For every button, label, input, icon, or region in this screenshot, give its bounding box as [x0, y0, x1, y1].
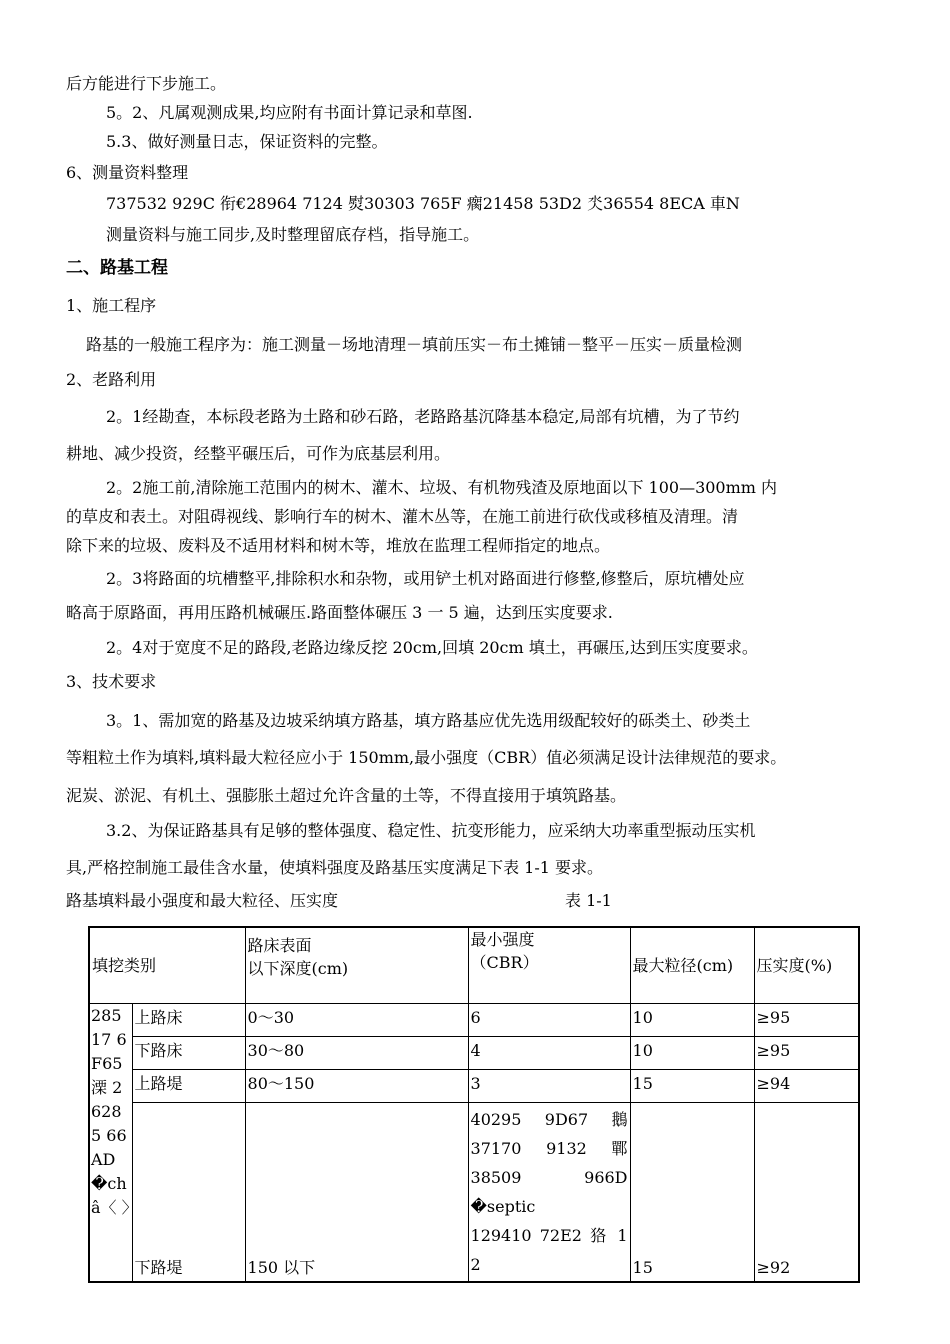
para-line: 泥炭、淤泥、有机土、强膨胀土超过允许含量的土等，不得直接用于填筑路基。	[66, 786, 627, 805]
section-heading: 6、测量资料整理	[66, 163, 189, 182]
table-cell: 上路堤	[132, 1069, 245, 1102]
table-cell: 下路堤	[132, 1102, 245, 1282]
para-line: 2。3将路面的坑槽整平,排除积水和杂物，或用铲土机对路面进行修整,修整后，原坑槽处应	[106, 569, 745, 588]
para-line: 具,严格控制施工最佳含水量，使填料强度及路基压实度满足下表 1-1 要求。	[66, 858, 604, 877]
table-caption: 路基填料最小强度和最大粒径、压实度	[66, 891, 339, 910]
para-line: 测量资料与施工同步,及时整理留底存档，指导施工。	[106, 225, 480, 244]
header-category: 填挖类别	[89, 927, 245, 1003]
para-line: 耕地、减少投资，经整平碾压后，可作为底基层利用。	[66, 444, 451, 463]
para-line: 3.2、为保证路基具有足够的整体强度、稳定性、抗变形能力，应采纳大功率重型振动压实机	[106, 821, 756, 840]
para-line: 路基的一般施工程序为：施工测量－场地清理－填前压实－布土摊铺－整平－压实－质量检测	[86, 335, 743, 354]
table-cell: 上路床	[132, 1003, 245, 1036]
header-max-size: 最大粒径(cm)	[630, 927, 754, 1003]
para-line: 除下来的垃圾、废料及不适用材料和树木等，堆放在监理工程师指定的地点。	[66, 536, 611, 555]
para-line: 的草皮和表土。对阻碍视线、影响行车的树木、灌木丛等，在施工前进行砍伐或移植及清理。清	[66, 507, 739, 526]
table-cell: 0～30	[245, 1003, 468, 1036]
garbled-cbr-cell: 40295 9D67 鵝 37170 9132 鄲 38509 966D �septic 129410 72E2 狢 1 2	[468, 1102, 630, 1282]
table-number: 表 1-1	[565, 891, 612, 910]
table-cell: ≥95	[754, 1003, 859, 1036]
header-compaction: 压实度(%)	[754, 927, 859, 1003]
para-line: 5.3、做好测量日志，保证资料的完整。	[106, 132, 388, 151]
table-cell: 80～150	[245, 1069, 468, 1102]
category-cell: 28517 6F65 溧 26285 66AD �châ〈 〉	[89, 1003, 132, 1282]
table-cell: 30～80	[245, 1036, 468, 1069]
table-cell: 6	[468, 1003, 630, 1036]
fill-strength-table	[88, 926, 860, 1283]
table-cell: ≥95	[754, 1036, 859, 1069]
para-line: 5。2、凡属观测成果,均应附有书面计算记录和草图.	[106, 103, 473, 122]
table-cell: 3	[468, 1069, 630, 1102]
table-cell: ≥94	[754, 1069, 859, 1102]
para-line: 3。1、需加宽的路基及边坡采纳填方路基，填方路基应优先选用级配较好的砾类土、砂类土	[106, 711, 751, 730]
table-cell: 15	[630, 1102, 754, 1282]
header-depth: 路床表面 以下深度(cm)	[245, 927, 468, 1003]
header-cbr: 最小强度 （CBR）	[468, 927, 630, 1003]
para-line: 2。1经勘查，本标段老路为土路和砂石路，老路路基沉降基本稳定,局部有坑槽，为了节约	[106, 407, 740, 426]
table-cell: 10	[630, 1003, 754, 1036]
section-heading: 2、老路利用	[66, 370, 157, 389]
section-heading: 3、技术要求	[66, 672, 157, 691]
chapter-heading: 二、路基工程	[66, 258, 168, 278]
table-cell: 10	[630, 1036, 754, 1069]
table-cell: ≥92	[754, 1102, 859, 1282]
para-line: 后方能进行下步施工。	[66, 74, 227, 93]
table-cell: 150 以下	[245, 1102, 468, 1282]
para-line: 2。4对于宽度不足的路段,老路边缘反挖 20cm,回填 20cm 填土，再碾压,达到压实度要求。	[106, 638, 758, 657]
table-cell: 4	[468, 1036, 630, 1069]
garbled-line: 737532 929C 衔€28964 7124 熨30303 765F 瘸21458 53D2 氼36554 8ECA 車N	[106, 194, 740, 213]
section-heading: 1、施工程序	[66, 296, 157, 315]
para-line: 略高于原路面，再用压路机械碾压.路面整体碾压 3 一 5 遍，达到压实度要求.	[66, 603, 613, 622]
para-line: 2。2施工前,清除施工范围内的树木、灌木、垃圾、有机物残渣及原地面以下 100—300mm 内	[106, 478, 778, 497]
table-cell: 15	[630, 1069, 754, 1102]
para-line: 等粗粒土作为填料,填料最大粒径应小于 150mm,最小强度（CBR）值必须满足设计法律规范的要求。	[66, 748, 787, 767]
table-cell: 下路床	[132, 1036, 245, 1069]
